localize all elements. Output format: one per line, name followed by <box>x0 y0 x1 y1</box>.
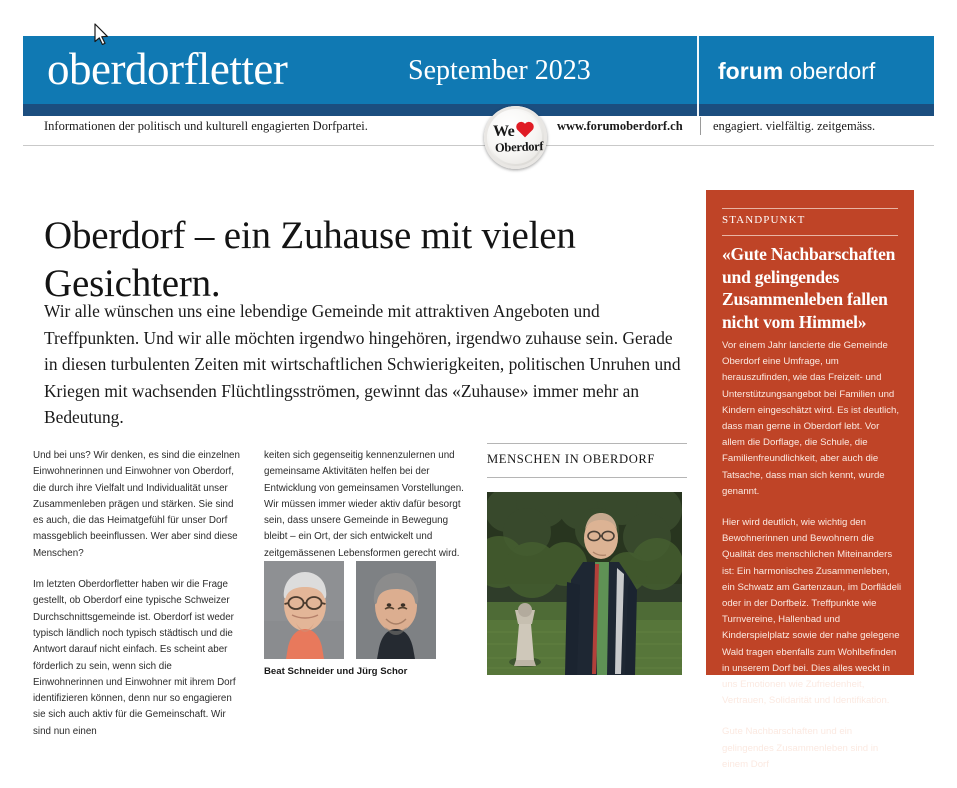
body-paragraph: keiten sich gegenseitig kennenzulernen und gemeinsame Aktivitäten helfen bei der Entwicklung von gemeinsamen Vorstellungen. Wir müssen immer wieder aktiv dafür besorgt sein, dass unsere Gemeinde in Bewegung bleibt – ein Ort, der sich entwickelt und zeitgemässenen Lebensformen gerecht wird. <box>264 450 464 559</box>
section-rule-top <box>487 443 687 444</box>
heart-icon <box>515 120 535 138</box>
forum-logo-light: oberdorf <box>783 58 876 84</box>
portrait-juerg-schor <box>356 561 436 659</box>
standpunkt-rule-top <box>722 208 898 209</box>
standpunkt-paragraph: Hier wird deutlich, wie wichtig den Bewohnerinnen und Bewohnern die Qualität des menschlichen Miteinanders ist: Ein harmonisches Zusammenleben, ein Schwatz am Gartenzaun, im Dorflädeli oder in der Dorfbeiz. Treffpunkte wie Turnvereine, Hallenbad und Kinderspielplatz sowie der nahe gelegene Wald tragen ebenfalls zum Wohlbefinden in unserem Dorf bei. Dies alles weckt in uns Emotionen wie Zufriedenheit, Vertrauen, Solidarität und Identifikation. <box>722 517 902 707</box>
issue-date: September 2023 <box>408 55 591 86</box>
article-lead: Wir alle wünschen uns eine lebendige Gemeinde mit attraktiven Angeboten und Treffpunkten. Und wir alle möchten irgendwo hingehören, irgendwo zuhause sein. Gerade in diesen turbulenten Zeiten mit wirtschaftlichen Schwierigkeiten, politischen Unruhen und Kriegen mit wachsenden Flüchtlingsströmen, gewinnt das «Zuhause» immer mehr an Bedeutung. <box>44 301 681 427</box>
standpunkt-body <box>722 338 902 788</box>
forum-oberdorf-logo <box>718 57 875 85</box>
standpunkt-quote: «Gute Nachbarschaften und gelingendes Zusammenleben fallen nicht vom Himmel» <box>722 244 896 332</box>
info-line: Informationen der politisch und kulturell engagierten Dorfpartei. <box>44 119 368 133</box>
body-column-1 <box>33 448 243 755</box>
article-headline: Oberdorf – ein Zuhause mit vielen Gesichtern. <box>44 214 576 306</box>
standpunkt-paragraph: Vor einem Jahr lancierte die Gemeinde Oberdorf eine Umfrage, um herauszufinden, wie das Freizeit- und Unterstützungsangebot bei Familien und Kindern eingeschätzt wird. Es ist deutlich, dass man gerne in Oberdorf lebt. Vor allem die Dorflage, die Schule, die Familienfreundlichkeit, aber auch die Tatsache, dass man sich kennt, wurde genannt. <box>722 340 900 497</box>
standpunkt-rule-bottom <box>722 235 898 236</box>
portrait-caption: Beat Schneider und Jürg Schor <box>264 666 408 677</box>
standpunkt-paragraph: Gute Nachbarschaften und ein gelingendes Zusammenleben sind in einem Dorf <box>722 726 879 770</box>
website-url[interactable]: www.forumoberdorf.ch <box>557 119 683 133</box>
header-rule <box>23 145 934 146</box>
forum-logo-bold: forum <box>718 58 784 84</box>
portrait-pair <box>264 561 474 659</box>
standpunkt-sidebar <box>706 190 914 770</box>
portrait-beat-schneider <box>264 561 344 659</box>
body-column-2 <box>264 448 474 577</box>
body-paragraph: Und bei uns? Wir denken, es sind die einzelnen Einwohnerinnen und Einwohner von Oberdorf, die durch ihre Vielfalt und Individualität unser Zusammenleben prägen und stärken. Sie sind es auch, die das Heimatgefühl für unser Dorf massgeblich beeinflussen. Wer aber sind diese Menschen? <box>33 450 240 559</box>
feature-photo-man-in-garden <box>487 492 682 675</box>
subheader-divider <box>700 117 701 135</box>
masthead-vertical-divider <box>697 36 699 116</box>
badge-we-text: We <box>493 123 515 140</box>
page-right-margin <box>934 0 957 675</box>
badge-oberdorf-text: Oberdorf <box>494 139 544 155</box>
masthead-bottom-stripe <box>23 104 934 116</box>
standpunkt-kicker: STANDPUNKT <box>722 214 806 226</box>
page-left-margin <box>0 0 23 675</box>
we-love-oberdorf-badge <box>484 106 547 169</box>
publication-title: oberdorfletter <box>47 44 288 94</box>
section-rule-bottom <box>487 477 687 478</box>
body-paragraph: Im letzten Oberdorfletter haben wir die Frage gestellt, ob Oberdorf eine typische Schweizer Durchschnittsgemeinde ist. Oberdorf ist weder typisch ländlich noch typisch städtisch und die Antwort darauf nicht einfach. Es scheint aber förderlich zu sein, wenn sich die Einwohnerinnen und Einwohner mit ihrem Dorf identifizieren können, denn nur so engagieren sie sich auch aktiv für die Gemeinschaft. Wir sind nun einen <box>33 579 236 737</box>
section-title: MENSCHEN IN OBERDORF <box>487 452 656 466</box>
tagline: engagiert. vielfältig. zeitgemäss. <box>713 119 876 133</box>
